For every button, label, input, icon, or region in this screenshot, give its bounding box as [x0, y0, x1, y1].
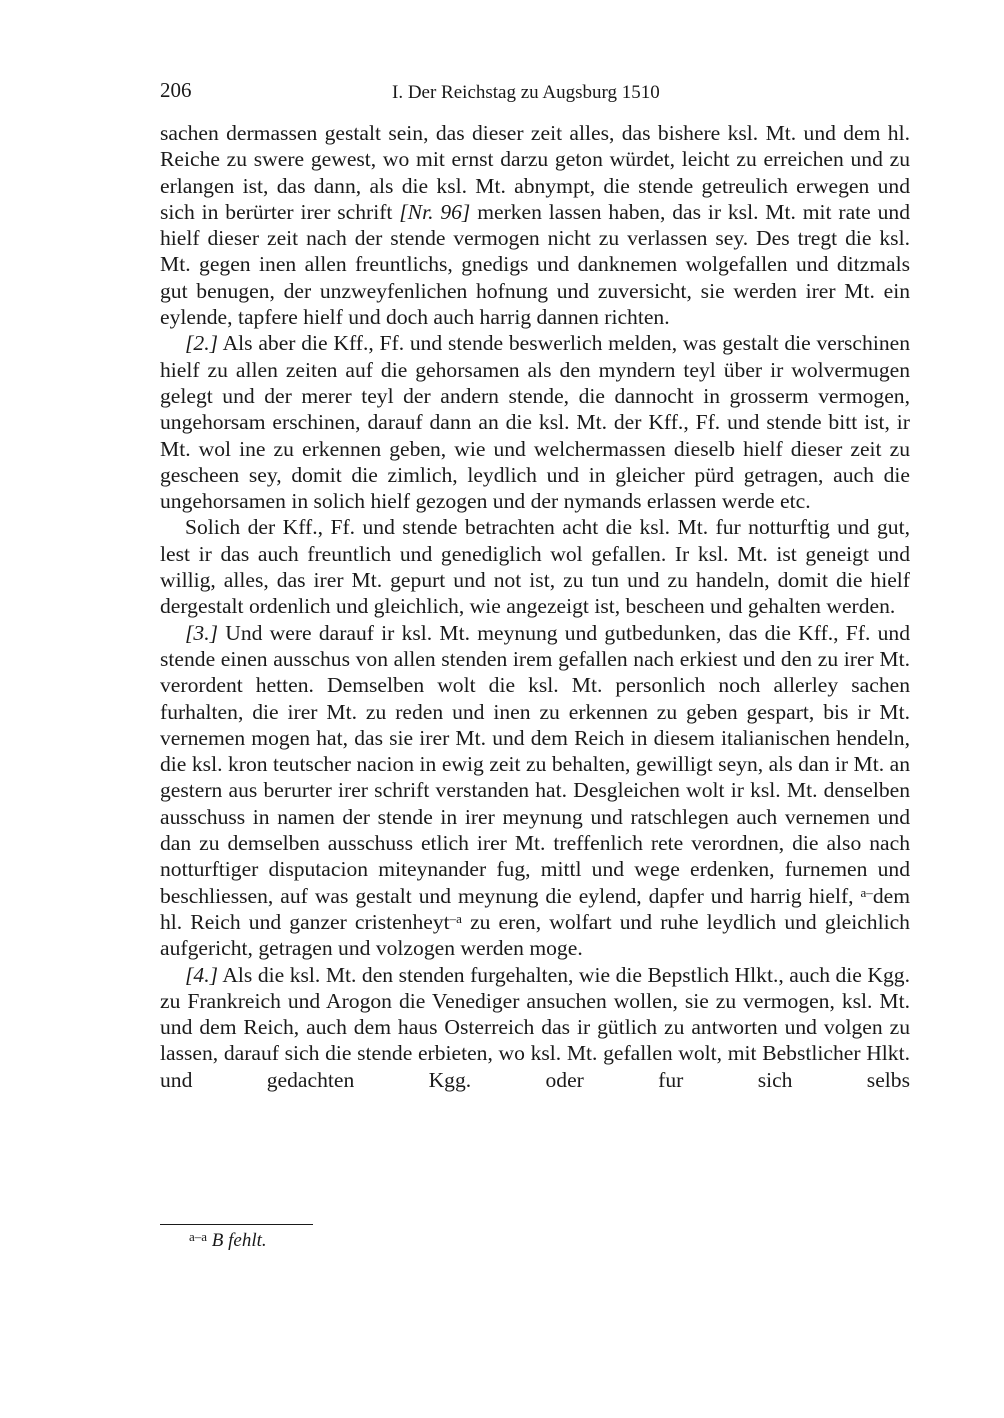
- paragraph-4-text-b: dem hl. Reich und ganzer cristenheyt: [160, 883, 910, 934]
- footnote: [189, 1229, 267, 1253]
- page-number: 206: [160, 78, 192, 102]
- running-title: I. Der Reichstag zu Augsburg 1510: [392, 82, 660, 103]
- paragraph-1-text-a: sachen dermassen gestalt sein, das dieser zeit alles, das bishere ksl. Mt. und dem hl. Reiche zu swere gewest, wo mit ernst darzu geton würdet, leicht zu erreichen und zu erlangen ist, das dann, als die ksl. Mt. abnympt, die stende getreulich erwegen und sich in berürter irer schrift: [160, 121, 910, 224]
- section-marker-4: [4.]: [185, 962, 219, 987]
- footnote-divider: [160, 1224, 313, 1225]
- section-marker-3: [3.]: [185, 620, 219, 645]
- paragraph-3: [160, 514, 910, 619]
- page-header: [160, 78, 910, 108]
- main-text: [160, 120, 910, 1093]
- section-marker-2: [2.]: [185, 331, 219, 356]
- paragraph-4-text-c: zu eren, wolfart und ruhe leydlich und gleichlich aufgericht, getragen und volzogen werden moge.: [160, 909, 910, 961]
- paragraph-3-text: Solich der Kff., Ff. und stende betrachten acht die ksl. Mt. fur notturftig und gut, lest ir das auch freuntlich und genediglich wol gefallen. Ir ksl. Mt. ist geneigt und willig, alles, das irer Mt. gepurt und not ist, zu tun und zu handeln, domit die hielf dergestalt ordenlich und gleichlich, wie angezeigt ist, bescheen und gehalten werden.: [160, 515, 910, 619]
- paragraph-5-text: Als die ksl. Mt. den stenden furgehalten, wie die Bepstlich Hlkt., auch die Kgg. zu Frankreich und Arogon die Venediger ansuchen wollen, sie zu vermogen, ksl. Mt. und dem Reich, auch dem haus Osterreich das ir gütlich zu antworten und volgen zu lassen, darauf sich die stende erbieten, wo ksl. Mt. gefallen wolt, mit Bebstlicher Hlkt. und gedachten Kgg. oder fur sich selbs: [160, 962, 910, 1092]
- paragraph-5: [160, 962, 910, 1093]
- paragraph-1: [160, 120, 910, 330]
- footnote-anchor-close: –a: [449, 910, 462, 926]
- paragraph-2: [160, 330, 910, 514]
- footnote-text: B fehlt.: [211, 1230, 267, 1251]
- paragraph-4-text-a: Und were darauf ir ksl. Mt. meynung und gutbedunken, das die Kff., Ff. und stende einen ausschus von allen stenden irem gefallen nach erkiest und den zu irer Mt. verordent hetten. Demselben wolt die ksl. Mt. personlich noch allerley sachen furhalten, die irer Mt. zu reden und inen zu erkennen zu geben gespart, bis ir Mt. vernemen mogen hat, das sie irer Mt. und dem Reich in diesem italianischen hendeln, die ksl. kron teutscher nacion in ewig zeit zu behalten, gewilligt seyn, als dan ir Mt. an gestern aus berurter irer schrift verstanden hat. Desgleichen wolt ir ksl. Mt. denselben ausschuss in namen der stende in irer meynung und ratschlegen auch vernemen und dan zu demselben ausschuss etlich irer Mt. treffenlich rete verordnen, die also nach notturftiger disputacion miteynander fug, mittl und wege erdenken, furnemen und beschliessen, auf was gestalt und meynung die eylend, dapfer und harrig hielf,: [160, 620, 910, 908]
- footnote-anchor-open: a–: [860, 884, 873, 900]
- document-reference: [Nr. 96]: [399, 199, 471, 224]
- paragraph-2-text: Als aber die Kff., Ff. und stende beswerlich melden, was gestalt die verschinen hielf zu allen zeiten auf die gehorsamen als den myndern teyl über ir wolvermugen gelegt und der merer teyl der andern stende, die dannocht in grosserm vermogen, ungehorsam erschinen, darauf dann an die ksl. Mt. der Kff., Ff. und stende bitt ist, ir Mt. wol ine zu erkennen geben, wie und welchermassen dieselb hielf dieser zeit zu gescheen sey, domit die zimlich, leydlich und in gleicher pürd getragen, auch die ungehorsamen in solich hielf gezogen und der nymands erlassen werde etc.: [160, 331, 910, 514]
- paragraph-4: [160, 620, 910, 962]
- paragraph-1-text-b: merken lassen haben, das ir ksl. Mt. mit rate und hielf dieser zeit nach der stende vermogen nicht zu verlassen sey. Des tregt die ksl. Mt. gegen inen allen freuntlichs, gnedigs und danknemen wolgefallen und ditzmals gut benugen, der unzweyfenlichen hofnung und zuversicht, sie werden irer Mt. ein eylende, tapfere hielf und doch auch harrig dannen richten.: [160, 199, 910, 330]
- footnote-mark: a–a: [189, 1229, 208, 1244]
